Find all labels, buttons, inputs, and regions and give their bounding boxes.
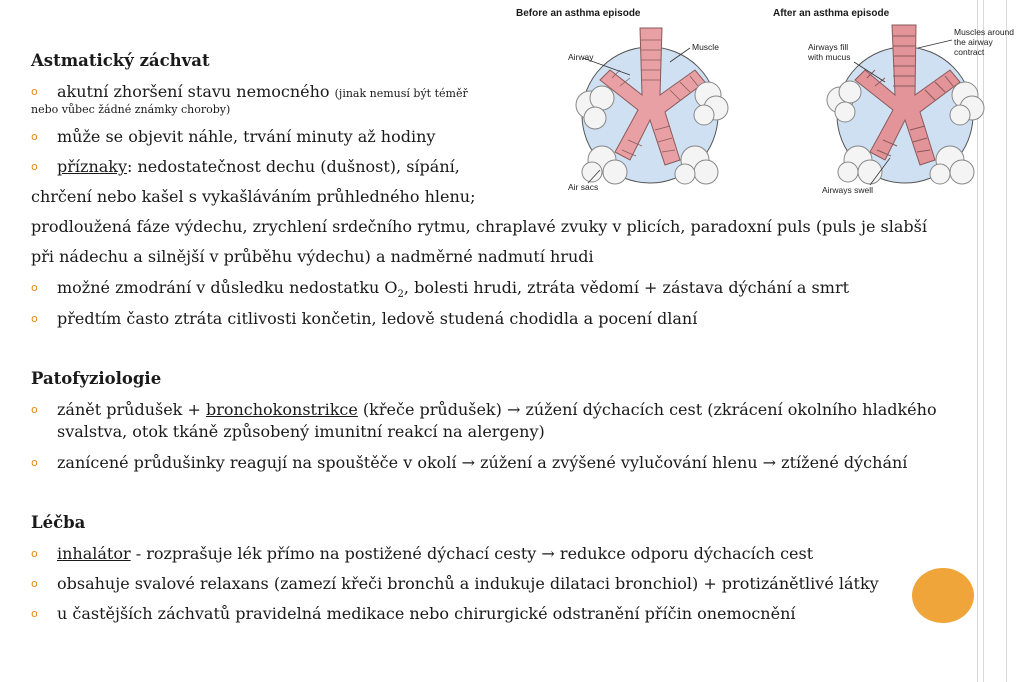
before-title: Before an asthma episode: [516, 8, 641, 19]
list-item-cont: nebo vůbec žádné známky choroby): [31, 103, 231, 116]
after-title: After an asthma episode: [773, 8, 890, 19]
asthma-figure: [516, 0, 1023, 210]
heading-attack: Astmatický záchvat: [31, 51, 210, 70]
heading-patho: Patofyziologie: [31, 369, 162, 388]
accent-circle: [912, 568, 974, 623]
label-airways-fill: Airways fill with mucus: [808, 42, 851, 62]
text-line: při nádechu a silnější v průběhu výdechu) a nadměrné nadmutí hrudi: [31, 247, 594, 266]
label-muscles-contract: Muscles around the airway contract: [954, 27, 1015, 57]
text-line: chrčení nebo kašel s vykašláváním průhledného hlenu;: [31, 187, 476, 206]
bullet-icon: o: [31, 281, 38, 294]
list-item-cont: svalstva, otok tkáně způsobený imunitní reakcí na alergeny): [57, 422, 545, 441]
link-priznaky[interactable]: příznaky: [57, 157, 128, 176]
bullet-icon: o: [31, 160, 38, 173]
link-bronchokonstrikce[interactable]: bronchokonstrikce: [205, 400, 358, 419]
label-airway: Airway: [568, 52, 594, 62]
bullet-icon: o: [31, 607, 38, 620]
text-line: prodloužená fáze výdechu, zrychlení srdečního rytmu, chraplavé zvuky v plicích, paradoxní puls (puls je slabší: [31, 217, 927, 236]
bullet-icon: o: [31, 403, 38, 416]
bullet-icon: o: [31, 85, 38, 98]
heading-treat: Léčba: [31, 513, 86, 532]
bullet-icon: o: [31, 312, 38, 325]
link-inhalator[interactable]: inhalátor: [57, 544, 131, 563]
bullet-icon: o: [31, 547, 38, 560]
bullet-icon: o: [31, 456, 38, 469]
label-airways-swell: Airways swell: [822, 185, 874, 195]
bullet-icon: o: [31, 130, 38, 143]
label-muscle: Muscle: [692, 42, 719, 52]
airway-illustration: [520, 0, 1023, 210]
bullet-icon: o: [31, 577, 38, 590]
label-air-sacs: Air sacs: [568, 182, 599, 192]
